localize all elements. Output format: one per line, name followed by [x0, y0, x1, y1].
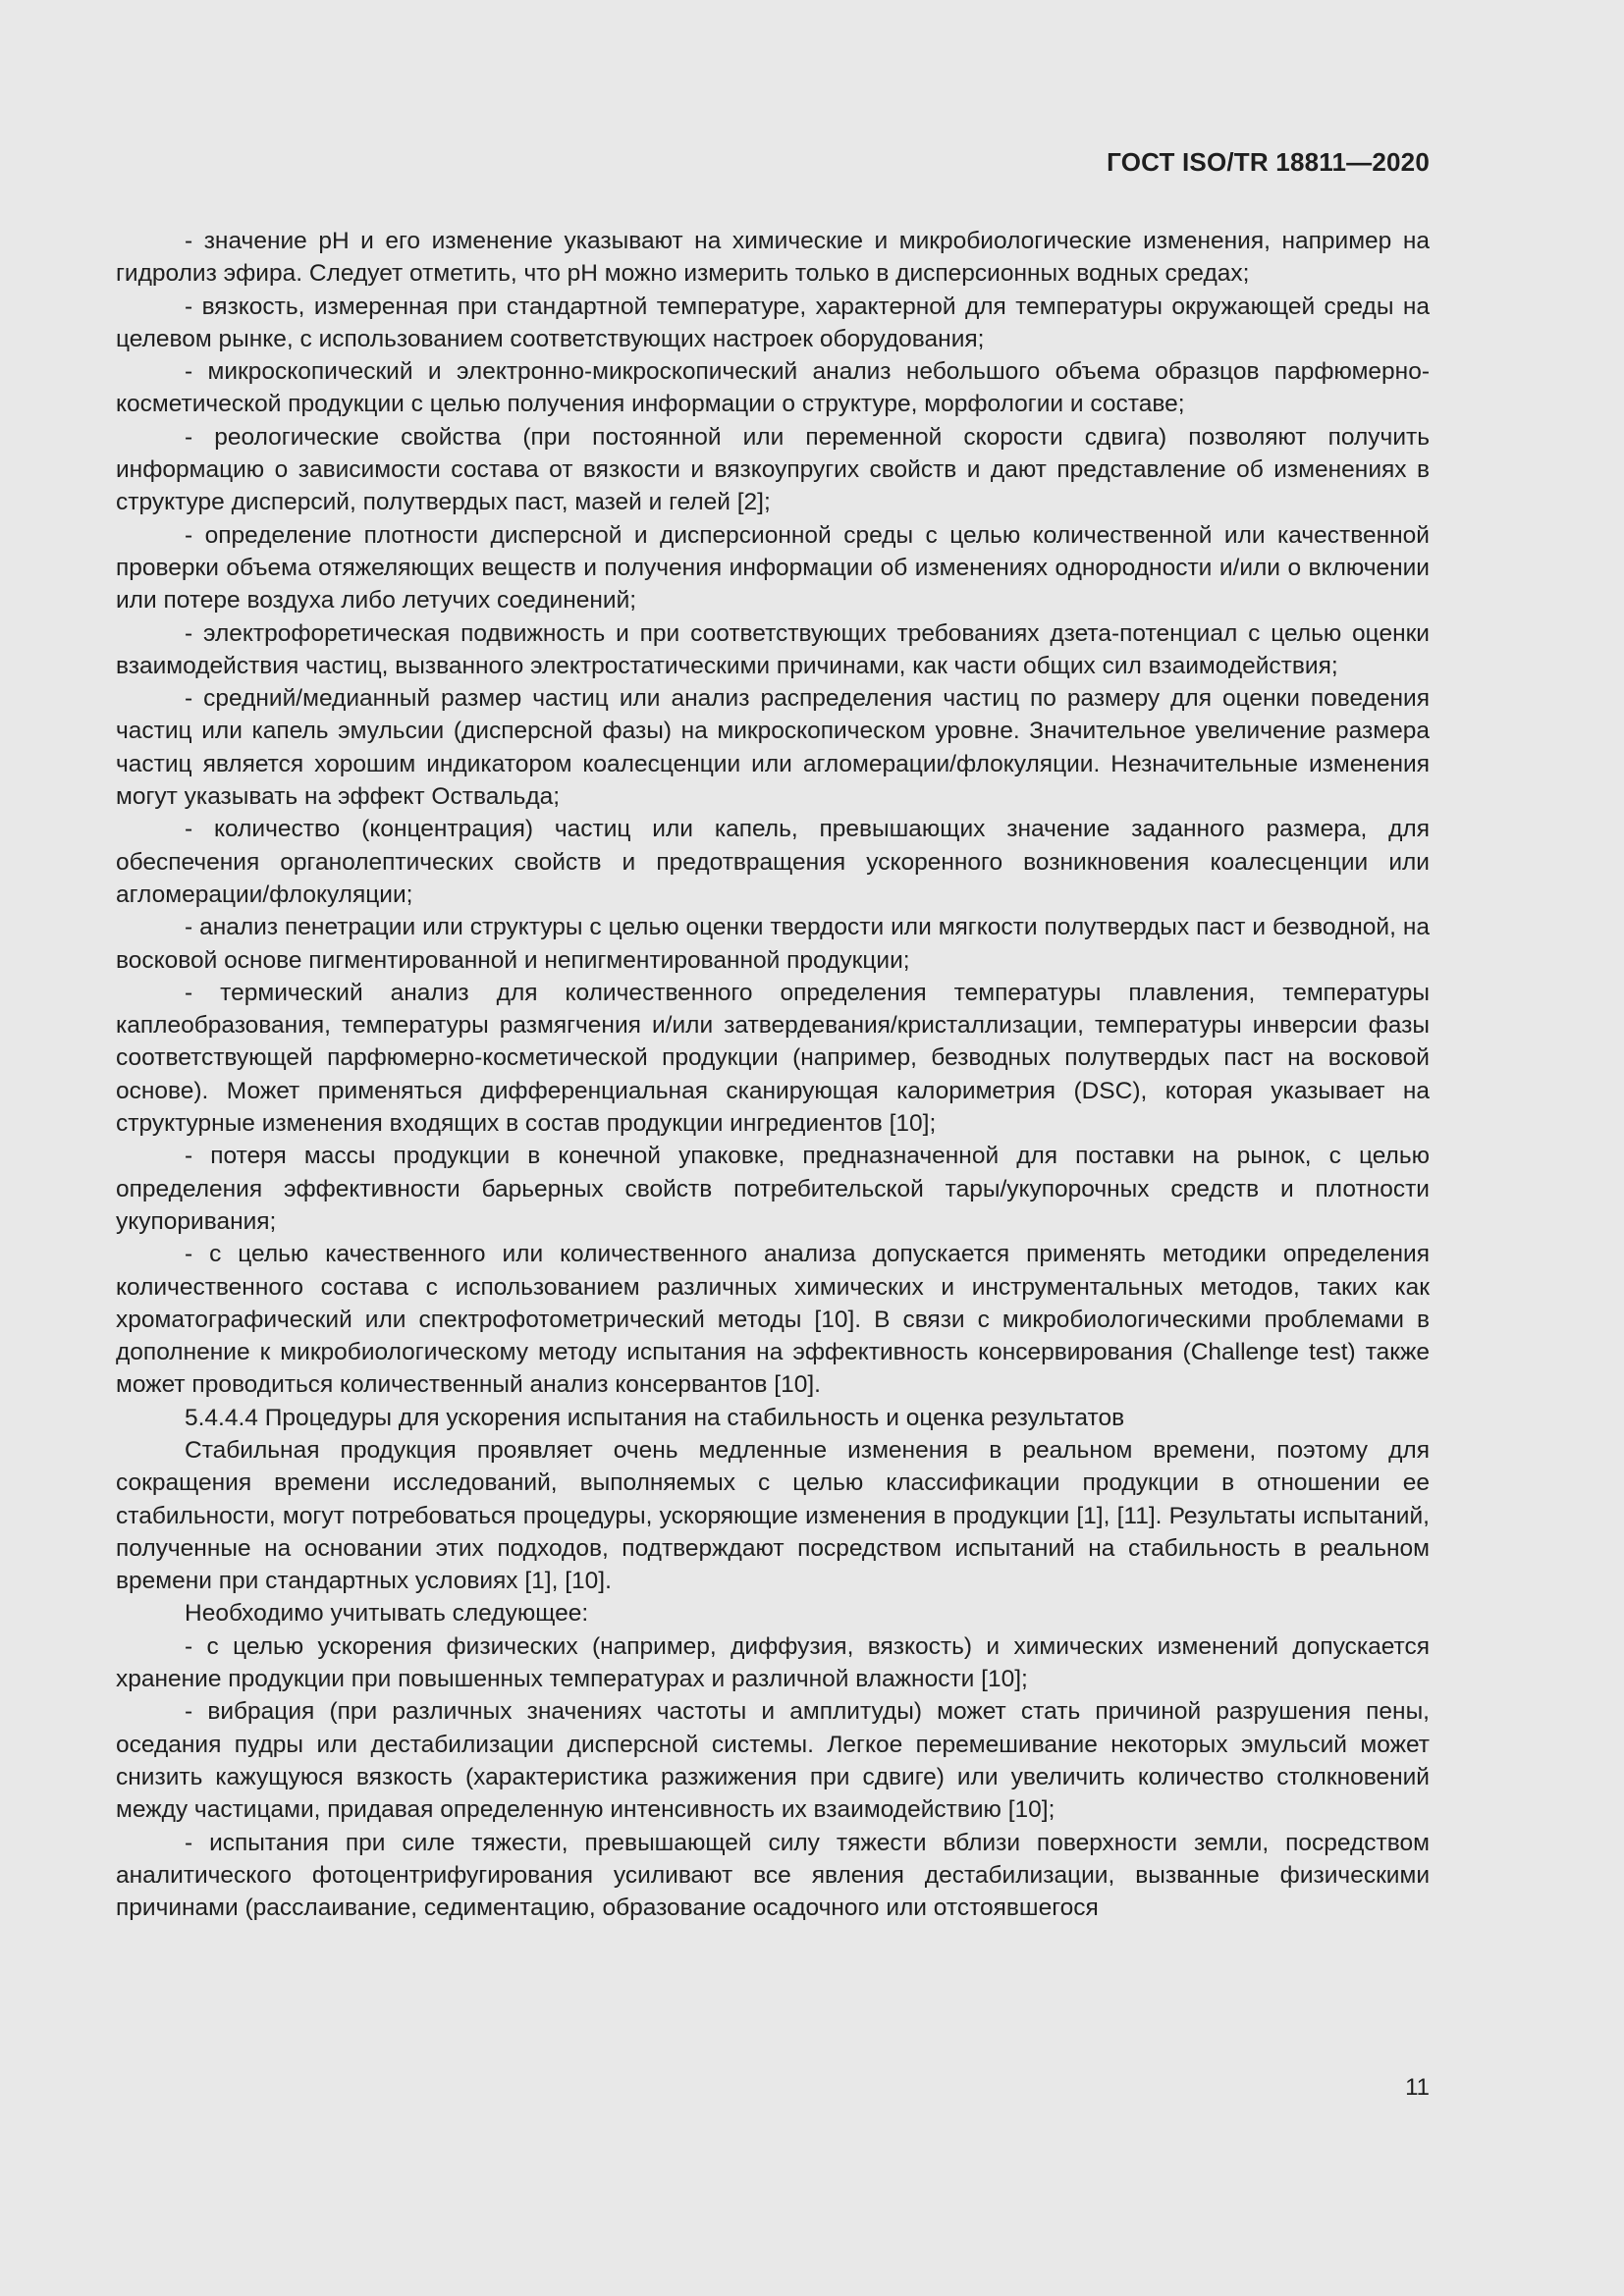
document-header: ГОСТ ISO/TR 18811—2020	[1107, 147, 1430, 177]
paragraph: - средний/медианный размер частиц или анализ распределения частиц по размеру для оценки поведения частиц или капель эмульсии (дисперсной фазы) на микроскопическом уровне. Значительное увеличение размера частиц является хорошим индикатором коалесценции или агломерации/флокуляции. Незначительные изменения могут указывать на эффект Оствальда;	[116, 685, 1430, 811]
paragraph: - вибрация (при различных значениях частоты и амплитуды) может стать причиной разрушения пены, оседания пудры или дестабилизации дисперсной системы. Легкое перемешивание некоторых эмульсий может снизить кажущуюся вязкость (характеристика разжижения при сдвиге) или увеличить количество столкновений между частицами, придавая определенную интенсивность их взаимодействию [10];	[116, 1698, 1430, 1824]
paragraph: - электрофоретическая подвижность и при соответствующих требованиях дзета-потенциал с целью оценки взаимодействия частиц, вызванного электростатическими причинами, как части общих сил взаимодействия;	[116, 619, 1430, 679]
paragraph: - количество (концентрация) частиц или капель, превышающих значение заданного размера, для обеспечения органолептических свойств и предотвращения ускоренного возникновения коалесценции или агломерации/флокуляции;	[116, 816, 1430, 908]
paragraph: - значение pH и его изменение указывают на химические и микробиологические изменения, например на гидролиз эфира. Следует отметить, что pH можно измерить только в дисперсионных водных средах;	[116, 228, 1430, 288]
paragraph: - микроскопический и электронно-микроскопический анализ небольшого объема образцов парфюмерно-косметической продукции с целью получения информации о структуре, морфологии и составе;	[116, 358, 1430, 418]
body-text	[116, 225, 1430, 1924]
page-number: 11	[1405, 2074, 1430, 2101]
paragraph: - испытания при силе тяжести, превышающей силу тяжести вблизи поверхности земли, посредством аналитического фотоцентрифугирования усиливают все явления дестабилизации, вызванные физическими причинами (расслаивание, седиментацию, образование осадочного или отстоявшегося	[116, 1829, 1430, 1922]
paragraph: Стабильная продукция проявляет очень медленные изменения в реальном времени, поэтому для сокращения времени исследований, выполняемых с целью классификации продукции в отношении ее стабильности, могут потребоваться процедуры, ускоряющие изменения в продукции [1], [11]. Результаты испытаний, полученные на основании этих подходов, подтверждают посредством испытаний на стабильность в реальном времени при стандартных условиях [1], [10].	[116, 1436, 1430, 1595]
paragraph: - определение плотности дисперсной и дисперсионной среды с целью количественной или качественной проверки объема отяжеляющих веществ и получения информации об изменениях однородности и/или о включении или потере воздуха либо летучих соединений;	[116, 521, 1430, 614]
paragraph: - с целью качественного или количественного анализа допускается применять методики определения количественного состава с использованием различных химических и инструментальных методов, таких как хроматографический или спектрофотометрический методы [10]. В связи с микробиологическими проблемами в дополнение к микробиологическому методу испытания на эффективность консервирования (Challenge test) также может проводиться количественный анализ консервантов [10].	[116, 1241, 1430, 1399]
paragraph: Необходимо учитывать следующее:	[185, 1600, 589, 1628]
paragraph: - потеря массы продукции в конечной упаковке, предназначенной для поставки на рынок, с целью определения эффективности барьерных свойств потребительской тары/укупорочных средств и плотности укупоривания;	[116, 1143, 1430, 1235]
paragraph: - с целью ускорения физических (например, диффузия, вязкость) и химических изменений допускается хранение продукции при повышенных температурах и различной влажности [10];	[116, 1632, 1430, 1693]
paragraph: - термический анализ для количественного определения температуры плавления, температуры каплеобразования, температуры размягчения и/или затвердевания/кристаллизации, температуры инверсии фазы соответствующей парфюмерно-косметической продукции (например, безводных полутвердых паст на восковой основе). Может применяться дифференциальная сканирующая калориметрия (DSC), которая указывает на структурные изменения входящих в состав продукции ингредиентов [10];	[116, 979, 1430, 1138]
paragraph: - анализ пенетрации или структуры с целью оценки твердости или мягкости полутвердых паст и безводной, на восковой основе пигментированной и непигментированной продукции;	[116, 914, 1430, 974]
paragraph: - вязкость, измеренная при стандартной температуре, характерной для температуры окружающей среды на целевом рынке, с использованием соответствующих настроек оборудования;	[116, 293, 1430, 352]
section-heading: 5.4.4.4 Процедуры для ускорения испытания на стабильность и оценка результатов	[185, 1404, 1125, 1431]
paragraph: - реологические свойства (при постоянной или переменной скорости сдвига) позволяют получить информацию о зависимости состава от вязкости и вязкоупругих свойств и дают представление об изменениях в структуре дисперсий, полутвердых паст, мазей и гелей [2];	[116, 423, 1430, 516]
